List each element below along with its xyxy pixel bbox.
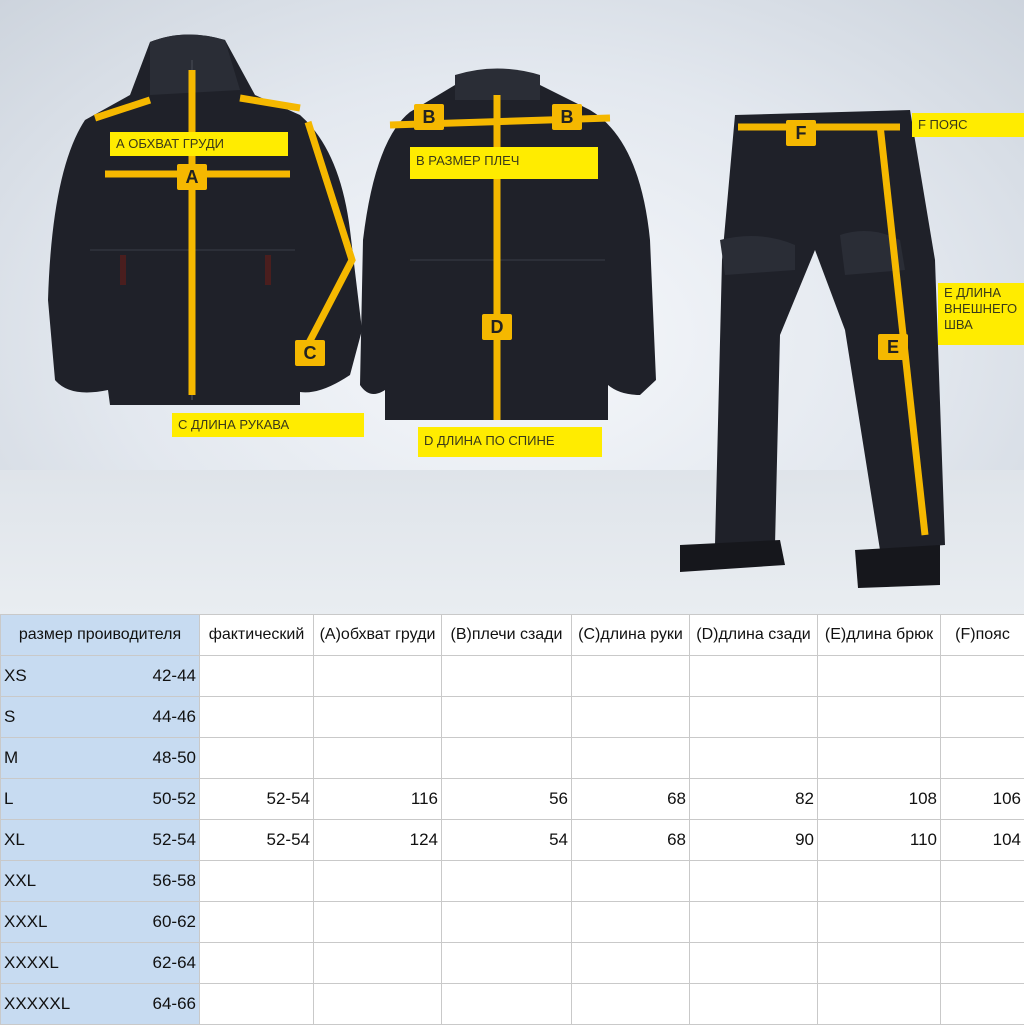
table-row [1, 656, 1024, 697]
value-cell [200, 861, 314, 902]
size-name: S [4, 707, 15, 727]
value-cell [941, 861, 1024, 902]
value-cell [200, 943, 314, 984]
size-range: 50-52 [153, 789, 196, 809]
label-waist: F ПОЯС [912, 113, 1024, 137]
value-cell: 54 [442, 820, 572, 861]
value-cell [941, 984, 1024, 1025]
size-name: XXL [4, 871, 36, 891]
value-cell [941, 902, 1024, 943]
header-pants-length: (E)длина брюк [818, 615, 941, 656]
size-range: 64-66 [153, 994, 196, 1014]
value-cell [690, 697, 818, 738]
value-cell [818, 738, 941, 779]
value-cell [200, 656, 314, 697]
value-cell [442, 656, 572, 697]
value-cell [572, 861, 690, 902]
value-cell [442, 738, 572, 779]
value-cell [442, 902, 572, 943]
size-range: 42-44 [153, 666, 196, 686]
label-sleeve: С ДЛИНА РУКАВА [172, 413, 364, 437]
size-range: 44-46 [153, 707, 196, 727]
value-cell [200, 902, 314, 943]
marker-f: F [786, 120, 816, 146]
value-cell [442, 943, 572, 984]
value-cell [200, 738, 314, 779]
value-cell [314, 697, 442, 738]
value-cell: 116 [314, 779, 442, 820]
label-outseam-line3: ШВА [944, 317, 1018, 333]
size-name: XL [4, 830, 25, 850]
size-table [0, 614, 1024, 1025]
value-cell [314, 656, 442, 697]
label-outseam-line1: E ДЛИНА [944, 285, 1018, 301]
value-cell [690, 738, 818, 779]
value-cell [572, 984, 690, 1025]
value-cell [442, 861, 572, 902]
size-table-body [1, 656, 1024, 1025]
marker-c: C [295, 340, 325, 366]
value-cell: 110 [818, 820, 941, 861]
value-cell [690, 656, 818, 697]
table-header-row [1, 615, 1024, 656]
size-name: M [4, 748, 18, 768]
value-cell [200, 697, 314, 738]
value-cell [818, 902, 941, 943]
value-cell [818, 656, 941, 697]
value-cell [818, 697, 941, 738]
value-cell [572, 697, 690, 738]
value-cell [690, 984, 818, 1025]
size-name: XXXL [4, 912, 47, 932]
label-shoulders: B РАЗМЕР ПЛЕЧ [410, 147, 598, 179]
table-row [1, 943, 1024, 984]
header-manufacturer-size: размер проиводителя [1, 615, 200, 656]
value-cell [572, 943, 690, 984]
marker-b-right: B [552, 104, 582, 130]
table-row [1, 902, 1024, 943]
header-sleeve: (C)длина руки [572, 615, 690, 656]
marker-a: A [177, 164, 207, 190]
table-row [1, 984, 1024, 1025]
value-cell [690, 943, 818, 984]
label-outseam-line2: ВНЕШНЕГО [944, 301, 1018, 317]
size-cell [1, 656, 200, 697]
size-range: 62-64 [153, 953, 196, 973]
size-range: 60-62 [153, 912, 196, 932]
value-cell [314, 738, 442, 779]
table-row [1, 861, 1024, 902]
size-cell [1, 861, 200, 902]
header-waist: (F)пояс [941, 615, 1024, 656]
value-cell: 124 [314, 820, 442, 861]
value-cell: 68 [572, 779, 690, 820]
header-shoulders: (B)плечи сзади [442, 615, 572, 656]
table-row [1, 697, 1024, 738]
value-cell [572, 738, 690, 779]
value-cell: 52-54 [200, 820, 314, 861]
value-cell: 52-54 [200, 779, 314, 820]
value-cell [314, 902, 442, 943]
value-cell: 90 [690, 820, 818, 861]
size-range: 52-54 [153, 830, 196, 850]
header-back-length: (D)длина сзади [690, 615, 818, 656]
size-cell [1, 779, 200, 820]
marker-d: D [482, 314, 512, 340]
value-cell: 106 [941, 779, 1024, 820]
label-outseam [938, 283, 1024, 345]
size-cell [1, 738, 200, 779]
value-cell [442, 697, 572, 738]
value-cell [941, 943, 1024, 984]
size-cell [1, 943, 200, 984]
size-cell [1, 902, 200, 943]
size-range: 48-50 [153, 748, 196, 768]
value-cell: 108 [818, 779, 941, 820]
value-cell: 104 [941, 820, 1024, 861]
size-name: XS [4, 666, 27, 686]
value-cell [818, 984, 941, 1025]
value-cell: 56 [442, 779, 572, 820]
table-row [1, 738, 1024, 779]
value-cell: 82 [690, 779, 818, 820]
value-cell [314, 861, 442, 902]
header-actual: фактический [200, 615, 314, 656]
header-chest: (А)обхват груди [314, 615, 442, 656]
value-cell [941, 697, 1024, 738]
value-cell [690, 902, 818, 943]
size-range: 56-58 [153, 871, 196, 891]
size-cell [1, 820, 200, 861]
value-cell: 68 [572, 820, 690, 861]
value-cell [200, 984, 314, 1025]
size-cell [1, 984, 200, 1025]
size-name: L [4, 789, 13, 809]
value-cell [314, 984, 442, 1025]
value-cell [818, 861, 941, 902]
marker-e: E [878, 334, 908, 360]
value-cell [690, 861, 818, 902]
size-name: XXXXL [4, 953, 59, 973]
size-cell [1, 697, 200, 738]
label-back-length: D ДЛИНА ПО СПИНЕ [418, 427, 602, 457]
value-cell [442, 984, 572, 1025]
marker-b-left: B [414, 104, 444, 130]
label-chest: А ОБХВАТ ГРУДИ [110, 132, 288, 156]
value-cell [818, 943, 941, 984]
table-row [1, 779, 1024, 820]
value-cell [941, 656, 1024, 697]
value-cell [314, 943, 442, 984]
table-row [1, 820, 1024, 861]
size-name: XXXXXL [4, 994, 70, 1014]
value-cell [941, 738, 1024, 779]
value-cell [572, 656, 690, 697]
value-cell [572, 902, 690, 943]
